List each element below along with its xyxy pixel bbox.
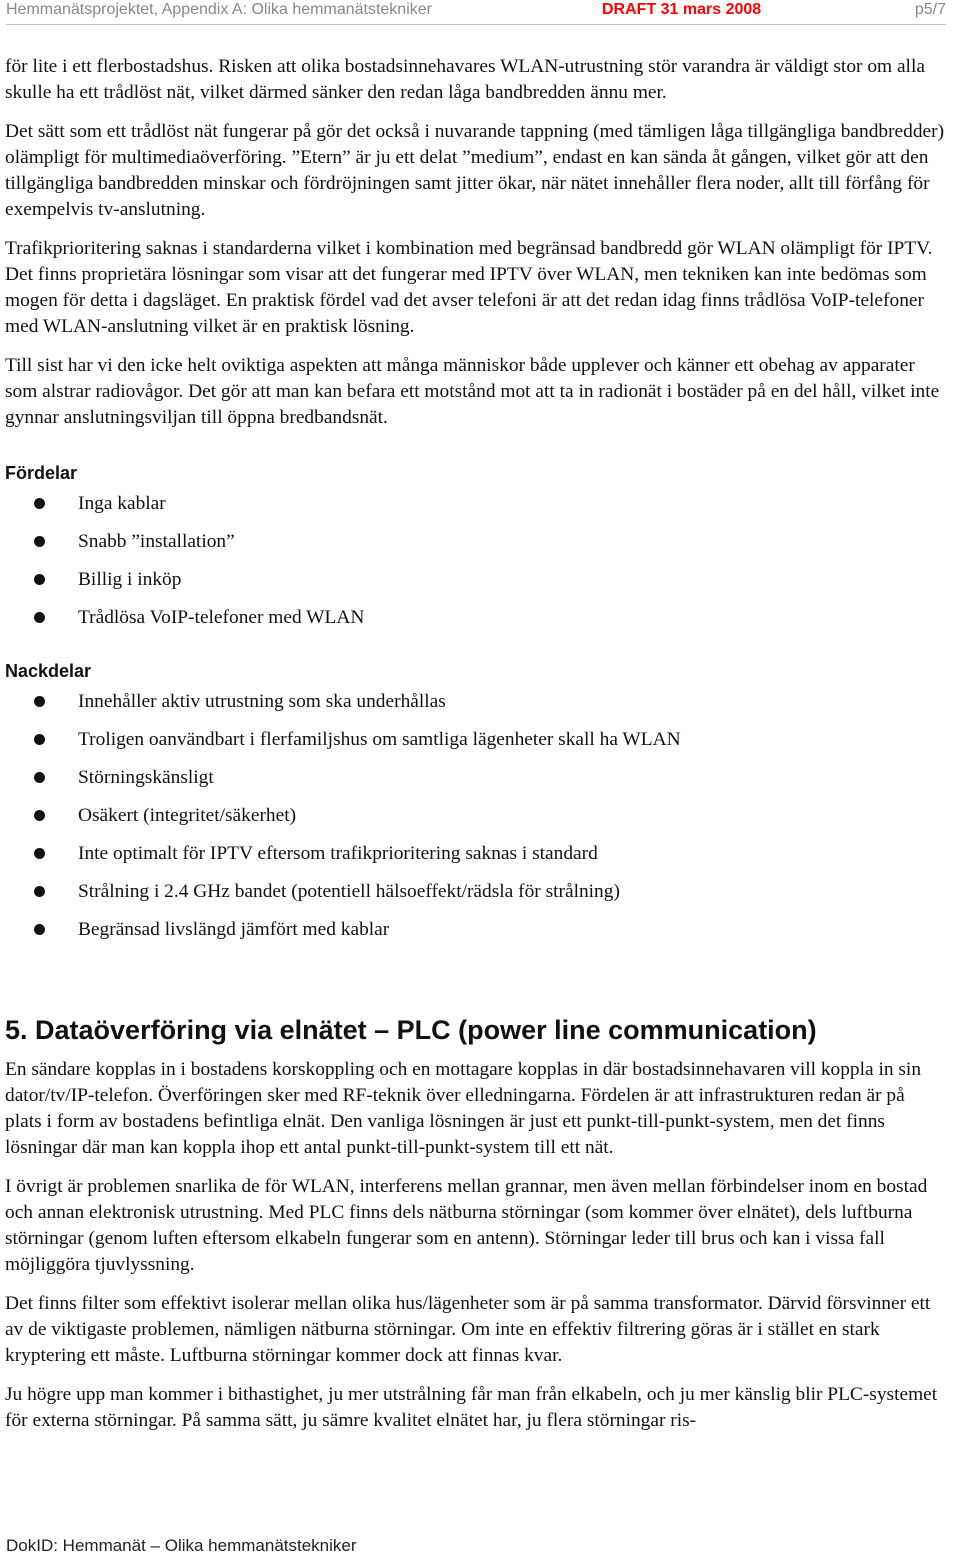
bullet-icon — [34, 696, 45, 707]
body-paragraph: för lite i ett flerbostadshus. Risken att olika bostadsinnehavares WLAN-utrustning stör varandra är väldigt stor om alla skulle ha ett trådlöst nät, vilket därmed sänker den redan låga bandbredden ännu mer. — [5, 56, 925, 103]
list-item — [5, 803, 946, 841]
list-item-text: Inte optimalt för IPTV eftersom trafikprioritering saknas i standard — [78, 843, 598, 864]
list-item — [5, 689, 946, 727]
draft-label: DRAFT 31 mars 2008 — [602, 1, 762, 18]
body-paragraph: I övrigt är problemen snarlika de för WLAN, interferens mellan grannar, men även mellan förbindelser inom en bostad och annan elektronisk utrustning. Med PLC finns dels nätburna störningar (som kommer över elnätet), dels luftburna störningar (genom luften eftersom elkabeln fungerar som en antenn). Störningar leder till brus och kan i vissa fall möjliggöra tjuvlyssning. — [5, 1176, 928, 1275]
list-item-text: Osäkert (integritet/säkerhet) — [78, 805, 297, 826]
list-item — [5, 605, 946, 643]
list-item — [5, 917, 946, 955]
bullet-icon — [34, 772, 45, 783]
body-paragraph: Till sist har vi den icke helt oviktiga aspekten att många människor både upplever och känner ett obehag av apparater som alstrar radiovågor. Det gör att man kan befara ett motstånd mot att ta in radionät i bostäder på en del håll, vilket inte gynnar anslutningsviljan till öppna bredbandsnät. — [5, 355, 940, 428]
list-item-text: Strålning i 2.4 GHz bandet (potentiell hälsoeffekt/rädsla för strålning) — [78, 881, 620, 902]
list-item-text: Begränsad livslängd jämfört med kablar — [78, 919, 390, 940]
list-item-text: Billig i inköp — [78, 569, 182, 590]
bullet-icon — [34, 848, 45, 859]
body-paragraph: Ju högre upp man kommer i bithastighet, ju mer utstrålning får man från elkabeln, och ju mer känslig blir PLC-systemet för externa störningar. På samma sätt, ju sämre kvalitet elnätet har, ju flera störningar ris- — [5, 1384, 938, 1431]
list-item — [5, 879, 946, 917]
section-title: 5. Dataöverföring via elnätet – PLC (power line communication) — [5, 1015, 817, 1045]
list-item-text: Inga kablar — [78, 493, 166, 514]
cons-list — [5, 689, 946, 955]
list-item-text: Snabb ”installation” — [78, 531, 235, 552]
header-rule — [6, 24, 946, 25]
list-item-text: Troligen oanvändbart i flerfamiljshus om samtliga lägenheter skall ha WLAN — [78, 729, 681, 750]
list-item — [5, 567, 946, 605]
bullet-icon — [34, 612, 45, 623]
page-content — [5, 54, 946, 1447]
list-item — [5, 529, 946, 567]
list-item — [5, 841, 946, 879]
body-paragraph: Det sätt som ett trådlöst nät fungerar på gör det också i nuvarande tappning (med tämligen låga tillgängliga bandbredder) olämpligt för multimediaöverföring. ”Etern” är ju ett delat ”medium”, endast en kan sända åt gången, vilket gör att den tillgängliga bandbredden minskar och fördröjningen samt jitter ökar, när nätet innehåller flera noder, allt till förfång för exempelvis tv-anslutning. — [5, 121, 945, 220]
pros-list — [5, 491, 946, 643]
pros-heading: Fördelar — [5, 463, 78, 483]
page-footer: DokID: Hemmanät – Olika hemmanätstekniker — [6, 1536, 357, 1555]
bullet-icon — [34, 574, 45, 585]
bullet-icon — [34, 810, 45, 821]
body-paragraph: En sändare kopplas in i bostadens korskoppling och en mottagare kopplas in där bostadsinnehavaren vill koppla in sin dator/tv/IP-telefon. Överföringen sker med RF-teknik över elledningarna. Fördelen är att infrastrukturen redan är på plats i form av bostadens befintliga elnät. Den vanliga lösningen är just ett punkt-till-punkt-system, men det finns lösningar där man kan koppla ihop ett antal punkt-till-punkt-system till ett nät. — [5, 1059, 922, 1158]
list-item-text: Innehåller aktiv utrustning som ska underhållas — [78, 691, 446, 712]
body-paragraph: Det finns filter som effektivt isolerar mellan olika hus/lägenheter som är på samma transformator. Därvid försvinner ett av de viktigaste problemen, nämligen nätburna störningar. Om inte en effektiv filtrering göras är i stället en stark kryptering ett måste. Luftburna störningar kommer dock att finnas kvar. — [5, 1293, 931, 1366]
header-title: Hemmanätsprojektet, Appendix A: Olika hemmanätstekniker — [6, 1, 432, 18]
page-number: p5/7 — [914, 1, 946, 18]
list-item — [5, 727, 946, 765]
list-item — [5, 765, 946, 803]
list-item-text: Störningskänsligt — [78, 767, 214, 788]
cons-heading: Nackdelar — [5, 661, 92, 681]
bullet-icon — [34, 734, 45, 745]
list-item-text: Trådlösa VoIP-telefoner med WLAN — [78, 607, 365, 628]
list-item — [5, 491, 946, 529]
page-header — [6, 0, 946, 22]
bullet-icon — [34, 498, 45, 509]
bullet-icon — [34, 924, 45, 935]
body-paragraph: Trafikprioritering saknas i standarderna vilket i kombination med begränsad bandbredd gör WLAN olämpligt för IPTV. Det finns proprietära lösningar som visar att det fungerar med IPTV över WLAN, men tekniken kan inte bedömas som mogen för detta i dagsläget. En praktisk fördel vad det avser telefoni är att det redan idag finns trådlösa VoIP-telefoner med WLAN-anslutning vilket är en praktisk lösning. — [5, 238, 933, 337]
bullet-icon — [34, 886, 45, 897]
bullet-icon — [34, 536, 45, 547]
